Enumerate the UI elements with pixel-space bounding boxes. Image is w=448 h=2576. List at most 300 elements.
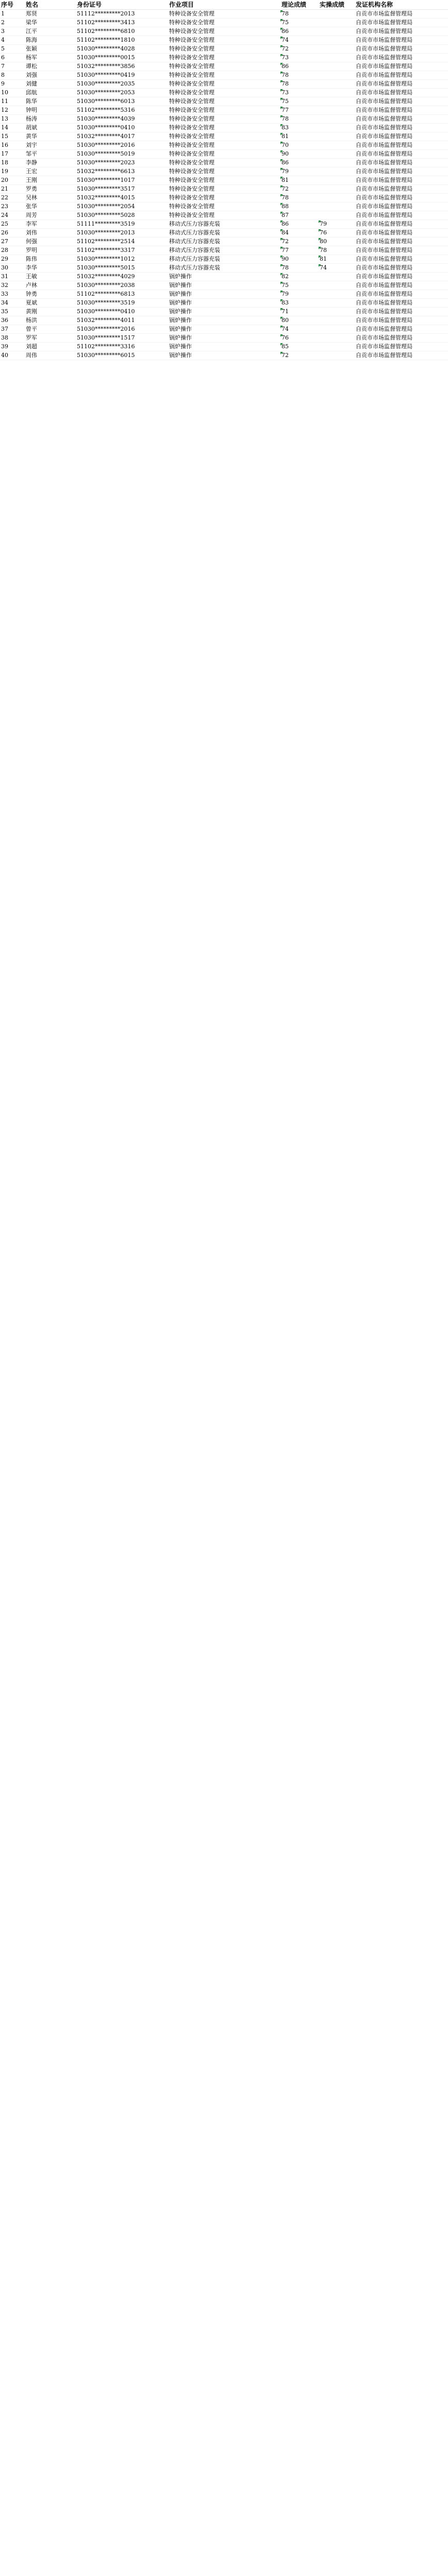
row-id: 51102*********2514 bbox=[76, 238, 168, 246]
table-row bbox=[0, 159, 448, 167]
row-name: 杨洪 bbox=[25, 316, 76, 325]
row-org: 自贡市市场监督管理局 bbox=[355, 194, 448, 202]
row-org: 自贡市市场监督管理局 bbox=[355, 71, 448, 80]
row-no: 3 bbox=[0, 27, 25, 36]
row-item: 锅炉操作 bbox=[168, 281, 280, 290]
row-theory: 72 bbox=[280, 238, 319, 246]
row-item: 特种设备安全管理 bbox=[168, 159, 280, 167]
row-item: 特种设备安全管理 bbox=[168, 132, 280, 141]
row-no: 9 bbox=[0, 80, 25, 89]
row-org: 自贡市市场监督管理局 bbox=[355, 45, 448, 54]
row-id: 51030*********0410 bbox=[76, 308, 168, 316]
row-org: 自贡市市场监督管理局 bbox=[355, 115, 448, 124]
row-practice bbox=[319, 325, 355, 334]
row-item: 锅炉操作 bbox=[168, 343, 280, 351]
row-name: 邱航 bbox=[25, 89, 76, 97]
row-org: 自贡市市场监督管理局 bbox=[355, 62, 448, 71]
table-row bbox=[0, 351, 448, 360]
row-org: 自贡市市场监督管理局 bbox=[355, 10, 448, 19]
row-item: 锅炉操作 bbox=[168, 290, 280, 299]
row-org: 自贡市市场监督管理局 bbox=[355, 299, 448, 308]
row-practice bbox=[319, 27, 355, 36]
row-name: 夏斌 bbox=[25, 299, 76, 308]
row-name: 张颖 bbox=[25, 45, 76, 54]
row-item: 特种设备安全管理 bbox=[168, 185, 280, 194]
row-id: 51030*********2013 bbox=[76, 229, 168, 238]
row-item: 特种设备安全管理 bbox=[168, 97, 280, 106]
row-name: 郑贤 bbox=[25, 10, 76, 19]
row-no: 25 bbox=[0, 220, 25, 229]
table-row bbox=[0, 281, 448, 290]
row-item: 特种设备安全管理 bbox=[168, 194, 280, 202]
table-row bbox=[0, 124, 448, 132]
row-theory: 86 bbox=[280, 27, 319, 36]
row-theory: 72 bbox=[280, 45, 319, 54]
row-item: 移动式压力容器充装 bbox=[168, 229, 280, 238]
table-row bbox=[0, 185, 448, 194]
row-practice: 78 bbox=[319, 246, 355, 255]
row-no: 37 bbox=[0, 325, 25, 334]
row-item: 移动式压力容器充装 bbox=[168, 238, 280, 246]
row-name: 吴林 bbox=[25, 194, 76, 202]
row-practice bbox=[319, 97, 355, 106]
row-theory: 78 bbox=[280, 194, 319, 202]
row-id: 51032*********4015 bbox=[76, 194, 168, 202]
table-row bbox=[0, 308, 448, 316]
row-item: 特种设备安全管理 bbox=[168, 176, 280, 185]
table-row bbox=[0, 264, 448, 273]
header-practice: 实操成绩 bbox=[319, 0, 355, 10]
row-org: 自贡市市场监督管理局 bbox=[355, 80, 448, 89]
table-row bbox=[0, 115, 448, 124]
row-no: 33 bbox=[0, 290, 25, 299]
row-no: 4 bbox=[0, 36, 25, 45]
row-id: 51102*********3316 bbox=[76, 343, 168, 351]
row-no: 31 bbox=[0, 273, 25, 281]
table-row bbox=[0, 71, 448, 80]
row-no: 6 bbox=[0, 54, 25, 62]
row-id: 51030*********6013 bbox=[76, 97, 168, 106]
row-no: 8 bbox=[0, 71, 25, 80]
row-name: 罗勇 bbox=[25, 185, 76, 194]
row-item: 特种设备安全管理 bbox=[168, 10, 280, 19]
row-practice: 76 bbox=[319, 229, 355, 238]
row-item: 特种设备安全管理 bbox=[168, 62, 280, 71]
row-item: 移动式压力容器充装 bbox=[168, 264, 280, 273]
row-practice bbox=[319, 167, 355, 176]
row-org: 自贡市市场监督管理局 bbox=[355, 255, 448, 264]
row-item: 特种设备安全管理 bbox=[168, 124, 280, 132]
row-org: 自贡市市场监督管理局 bbox=[355, 229, 448, 238]
row-no: 7 bbox=[0, 62, 25, 71]
row-no: 27 bbox=[0, 238, 25, 246]
row-practice bbox=[319, 281, 355, 290]
row-theory: 77 bbox=[280, 246, 319, 255]
row-name: 梁华 bbox=[25, 19, 76, 27]
row-theory: 88 bbox=[280, 202, 319, 211]
row-name: 李静 bbox=[25, 159, 76, 167]
header-item: 作业项目 bbox=[168, 0, 280, 10]
table-row bbox=[0, 211, 448, 220]
row-no: 36 bbox=[0, 316, 25, 325]
row-org: 自贡市市场监督管理局 bbox=[355, 159, 448, 167]
table-row bbox=[0, 80, 448, 89]
row-org: 自贡市市场监督管理局 bbox=[355, 246, 448, 255]
table-row bbox=[0, 194, 448, 202]
row-item: 锅炉操作 bbox=[168, 334, 280, 343]
row-name: 张华 bbox=[25, 202, 76, 211]
row-id: 51032*********4017 bbox=[76, 132, 168, 141]
row-theory: 74 bbox=[280, 325, 319, 334]
row-practice: 80 bbox=[319, 238, 355, 246]
row-id: 51102*********3413 bbox=[76, 19, 168, 27]
row-theory: 82 bbox=[280, 273, 319, 281]
table-row bbox=[0, 202, 448, 211]
row-theory: 83 bbox=[280, 124, 319, 132]
row-practice bbox=[319, 308, 355, 316]
row-theory: 81 bbox=[280, 132, 319, 141]
row-practice bbox=[319, 141, 355, 150]
row-item: 锅炉操作 bbox=[168, 273, 280, 281]
row-id: 51030*********2016 bbox=[76, 141, 168, 150]
row-no: 22 bbox=[0, 194, 25, 202]
table-row bbox=[0, 325, 448, 334]
row-no: 23 bbox=[0, 202, 25, 211]
row-practice: 81 bbox=[319, 255, 355, 264]
row-practice bbox=[319, 132, 355, 141]
row-practice bbox=[319, 202, 355, 211]
row-name: 杨军 bbox=[25, 54, 76, 62]
row-item: 锅炉操作 bbox=[168, 316, 280, 325]
row-practice bbox=[319, 273, 355, 281]
row-name: 黄华 bbox=[25, 132, 76, 141]
row-id: 51032*********4029 bbox=[76, 273, 168, 281]
row-theory: 86 bbox=[280, 159, 319, 167]
row-name: 李华 bbox=[25, 264, 76, 273]
row-theory: 70 bbox=[280, 141, 319, 150]
row-no: 35 bbox=[0, 308, 25, 316]
table-row bbox=[0, 273, 448, 281]
header-name: 姓名 bbox=[25, 0, 76, 10]
row-theory: 86 bbox=[280, 220, 319, 229]
row-org: 自贡市市场监督管理局 bbox=[355, 202, 448, 211]
row-practice bbox=[319, 19, 355, 27]
table-row bbox=[0, 220, 448, 229]
row-id: 51032*********3856 bbox=[76, 62, 168, 71]
row-theory: 76 bbox=[280, 334, 319, 343]
row-theory: 79 bbox=[280, 167, 319, 176]
row-id: 51030*********1517 bbox=[76, 334, 168, 343]
header-id: 身份证号 bbox=[76, 0, 168, 10]
table-row bbox=[0, 45, 448, 54]
row-item: 特种设备安全管理 bbox=[168, 202, 280, 211]
row-name: 王宏 bbox=[25, 167, 76, 176]
row-no: 5 bbox=[0, 45, 25, 54]
row-item: 特种设备安全管理 bbox=[168, 89, 280, 97]
row-org: 自贡市市场监督管理局 bbox=[355, 185, 448, 194]
row-theory: 81 bbox=[280, 176, 319, 185]
row-theory: 86 bbox=[280, 62, 319, 71]
row-org: 自贡市市场监督管理局 bbox=[355, 220, 448, 229]
row-practice bbox=[319, 299, 355, 308]
table-row bbox=[0, 229, 448, 238]
row-name: 周伟 bbox=[25, 351, 76, 360]
row-name: 胡斌 bbox=[25, 124, 76, 132]
row-org: 自贡市市场监督管理局 bbox=[355, 334, 448, 343]
row-practice bbox=[319, 36, 355, 45]
row-practice bbox=[319, 10, 355, 19]
row-practice bbox=[319, 106, 355, 115]
row-id: 51030*********2016 bbox=[76, 325, 168, 334]
row-practice bbox=[319, 290, 355, 299]
table-body bbox=[0, 10, 448, 360]
table-row bbox=[0, 255, 448, 264]
row-org: 自贡市市场监督管理局 bbox=[355, 97, 448, 106]
row-practice bbox=[319, 343, 355, 351]
row-org: 自贡市市场监督管理局 bbox=[355, 290, 448, 299]
row-item: 特种设备安全管理 bbox=[168, 115, 280, 124]
row-item: 特种设备安全管理 bbox=[168, 45, 280, 54]
row-theory: 78 bbox=[280, 80, 319, 89]
row-no: 17 bbox=[0, 150, 25, 159]
table-row bbox=[0, 299, 448, 308]
row-no: 14 bbox=[0, 124, 25, 132]
row-item: 特种设备安全管理 bbox=[168, 36, 280, 45]
row-no: 30 bbox=[0, 264, 25, 273]
row-id: 51102*********5316 bbox=[76, 106, 168, 115]
row-org: 自贡市市场监督管理局 bbox=[355, 27, 448, 36]
row-no: 2 bbox=[0, 19, 25, 27]
table-row bbox=[0, 150, 448, 159]
row-theory: 77 bbox=[280, 106, 319, 115]
row-practice bbox=[319, 211, 355, 220]
row-theory: 78 bbox=[280, 10, 319, 19]
row-theory: 75 bbox=[280, 281, 319, 290]
row-practice bbox=[319, 54, 355, 62]
table-row bbox=[0, 10, 448, 19]
header-no: 序号 bbox=[0, 0, 25, 10]
row-no: 15 bbox=[0, 132, 25, 141]
row-id: 51102*********3317 bbox=[76, 246, 168, 255]
row-no: 26 bbox=[0, 229, 25, 238]
row-id: 51102*********6810 bbox=[76, 27, 168, 36]
row-name: 黄刚 bbox=[25, 308, 76, 316]
row-item: 锅炉操作 bbox=[168, 325, 280, 334]
table-row bbox=[0, 334, 448, 343]
row-org: 自贡市市场监督管理局 bbox=[355, 36, 448, 45]
table-row bbox=[0, 343, 448, 351]
row-practice bbox=[319, 316, 355, 325]
row-item: 特种设备安全管理 bbox=[168, 211, 280, 220]
row-no: 19 bbox=[0, 167, 25, 176]
row-item: 特种设备安全管理 bbox=[168, 80, 280, 89]
row-name: 罗明 bbox=[25, 246, 76, 255]
row-id: 51030*********2054 bbox=[76, 202, 168, 211]
row-id: 51030*********1012 bbox=[76, 255, 168, 264]
row-org: 自贡市市场监督管理局 bbox=[355, 150, 448, 159]
row-org: 自贡市市场监督管理局 bbox=[355, 54, 448, 62]
row-item: 特种设备安全管理 bbox=[168, 27, 280, 36]
row-id: 51030*********0410 bbox=[76, 124, 168, 132]
row-item: 特种设备安全管理 bbox=[168, 150, 280, 159]
table-row bbox=[0, 27, 448, 36]
row-item: 特种设备安全管理 bbox=[168, 19, 280, 27]
row-name: 李军 bbox=[25, 220, 76, 229]
row-id: 51030*********6015 bbox=[76, 351, 168, 360]
row-id: 51102*********6813 bbox=[76, 290, 168, 299]
row-no: 16 bbox=[0, 141, 25, 150]
table-row bbox=[0, 167, 448, 176]
row-id: 51030*********5028 bbox=[76, 211, 168, 220]
row-no: 10 bbox=[0, 89, 25, 97]
row-no: 13 bbox=[0, 115, 25, 124]
row-theory: 85 bbox=[280, 343, 319, 351]
row-name: 王刚 bbox=[25, 176, 76, 185]
table-row bbox=[0, 141, 448, 150]
row-practice bbox=[319, 334, 355, 343]
row-theory: 90 bbox=[280, 150, 319, 159]
row-name: 周芳 bbox=[25, 211, 76, 220]
table-row bbox=[0, 246, 448, 255]
row-name: 邹平 bbox=[25, 150, 76, 159]
row-org: 自贡市市场监督管理局 bbox=[355, 106, 448, 115]
row-theory: 73 bbox=[280, 89, 319, 97]
row-practice bbox=[319, 45, 355, 54]
row-name: 陈伟 bbox=[25, 255, 76, 264]
row-org: 自贡市市场监督管理局 bbox=[355, 273, 448, 281]
row-theory: 72 bbox=[280, 185, 319, 194]
row-practice bbox=[319, 150, 355, 159]
row-name: 谭松 bbox=[25, 62, 76, 71]
row-org: 自贡市市场监督管理局 bbox=[355, 351, 448, 360]
row-no: 32 bbox=[0, 281, 25, 290]
header-org: 发证机构名称 bbox=[355, 0, 448, 10]
row-id: 51112*********2013 bbox=[76, 10, 168, 19]
row-item: 移动式压力容器充装 bbox=[168, 246, 280, 255]
row-id: 51030*********5019 bbox=[76, 150, 168, 159]
table-row bbox=[0, 36, 448, 45]
table-row bbox=[0, 97, 448, 106]
row-item: 锅炉操作 bbox=[168, 308, 280, 316]
row-id: 51030*********1017 bbox=[76, 176, 168, 185]
table-row bbox=[0, 106, 448, 115]
row-name: 何强 bbox=[25, 238, 76, 246]
row-id: 51030*********0015 bbox=[76, 54, 168, 62]
table-row bbox=[0, 316, 448, 325]
row-name: 曾平 bbox=[25, 325, 76, 334]
row-id: 51030*********2023 bbox=[76, 159, 168, 167]
row-no: 20 bbox=[0, 176, 25, 185]
row-id: 51102*********1810 bbox=[76, 36, 168, 45]
row-no: 1 bbox=[0, 10, 25, 19]
row-name: 刘超 bbox=[25, 343, 76, 351]
table-row bbox=[0, 19, 448, 27]
row-theory: 75 bbox=[280, 19, 319, 27]
row-practice: 74 bbox=[319, 264, 355, 273]
row-name: 陈华 bbox=[25, 97, 76, 106]
row-org: 自贡市市场监督管理局 bbox=[355, 325, 448, 334]
row-org: 自贡市市场监督管理局 bbox=[355, 132, 448, 141]
table-row bbox=[0, 238, 448, 246]
row-org: 自贡市市场监督管理局 bbox=[355, 343, 448, 351]
row-theory: 75 bbox=[280, 97, 319, 106]
row-theory: 73 bbox=[280, 54, 319, 62]
row-theory: 74 bbox=[280, 36, 319, 45]
table-row bbox=[0, 290, 448, 299]
row-practice bbox=[319, 115, 355, 124]
row-name: 钟勇 bbox=[25, 290, 76, 299]
row-name: 罗军 bbox=[25, 334, 76, 343]
row-practice bbox=[319, 351, 355, 360]
row-org: 自贡市市场监督管理局 bbox=[355, 211, 448, 220]
row-practice bbox=[319, 124, 355, 132]
row-id: 51030*********5015 bbox=[76, 264, 168, 273]
row-org: 自贡市市场监督管理局 bbox=[355, 19, 448, 27]
row-id: 51030*********3517 bbox=[76, 185, 168, 194]
row-no: 21 bbox=[0, 185, 25, 194]
row-id: 51030*********2053 bbox=[76, 89, 168, 97]
row-id: 51032*********4011 bbox=[76, 316, 168, 325]
row-no: 29 bbox=[0, 255, 25, 264]
row-item: 特种设备安全管理 bbox=[168, 71, 280, 80]
row-org: 自贡市市场监督管理局 bbox=[355, 308, 448, 316]
row-name: 刘强 bbox=[25, 71, 76, 80]
row-org: 自贡市市场监督管理局 bbox=[355, 281, 448, 290]
table-row bbox=[0, 54, 448, 62]
row-practice bbox=[319, 80, 355, 89]
row-item: 特种设备安全管理 bbox=[168, 106, 280, 115]
row-item: 锅炉操作 bbox=[168, 351, 280, 360]
row-item: 移动式压力容器充装 bbox=[168, 255, 280, 264]
row-practice bbox=[319, 176, 355, 185]
row-id: 51030*********4028 bbox=[76, 45, 168, 54]
row-practice bbox=[319, 185, 355, 194]
row-name: 刘宇 bbox=[25, 141, 76, 150]
row-org: 自贡市市场监督管理局 bbox=[355, 316, 448, 325]
row-item: 特种设备安全管理 bbox=[168, 141, 280, 150]
row-no: 40 bbox=[0, 351, 25, 360]
table-row bbox=[0, 132, 448, 141]
row-theory: 78 bbox=[280, 71, 319, 80]
row-theory: 78 bbox=[280, 264, 319, 273]
row-practice bbox=[319, 194, 355, 202]
row-org: 自贡市市场监督管理局 bbox=[355, 264, 448, 273]
row-id: 51030*********2038 bbox=[76, 281, 168, 290]
row-name: 杨涛 bbox=[25, 115, 76, 124]
row-item: 特种设备安全管理 bbox=[168, 54, 280, 62]
row-no: 18 bbox=[0, 159, 25, 167]
row-no: 12 bbox=[0, 106, 25, 115]
row-name: 刘伟 bbox=[25, 229, 76, 238]
row-no: 28 bbox=[0, 246, 25, 255]
row-item: 特种设备安全管理 bbox=[168, 167, 280, 176]
row-name: 王敏 bbox=[25, 273, 76, 281]
row-practice bbox=[319, 62, 355, 71]
row-name: 江平 bbox=[25, 27, 76, 36]
row-name: 陈海 bbox=[25, 36, 76, 45]
row-name: 卢林 bbox=[25, 281, 76, 290]
row-practice: 79 bbox=[319, 220, 355, 229]
row-theory: 87 bbox=[280, 211, 319, 220]
row-no: 39 bbox=[0, 343, 25, 351]
row-theory: 83 bbox=[280, 299, 319, 308]
row-no: 38 bbox=[0, 334, 25, 343]
row-org: 自贡市市场监督管理局 bbox=[355, 238, 448, 246]
row-id: 51032*********6613 bbox=[76, 167, 168, 176]
row-org: 自贡市市场监督管理局 bbox=[355, 89, 448, 97]
score-table bbox=[0, 0, 448, 360]
row-no: 34 bbox=[0, 299, 25, 308]
